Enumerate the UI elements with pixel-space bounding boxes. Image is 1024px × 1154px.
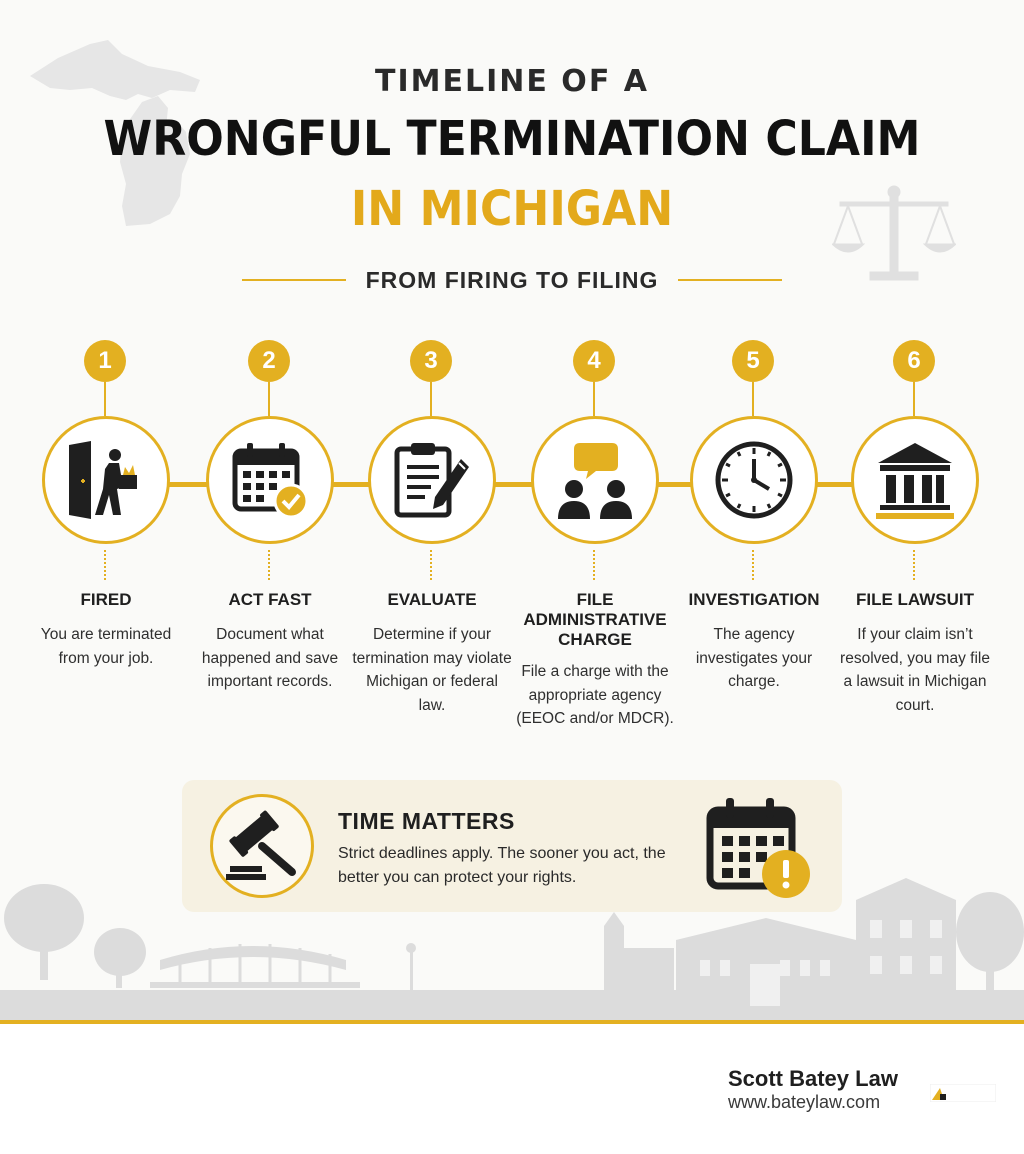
footer	[0, 1028, 1024, 1154]
connector-dots	[913, 550, 915, 580]
connector	[268, 382, 270, 416]
step-title: EVALUATE	[387, 590, 477, 609]
divider-left	[242, 279, 346, 281]
step-1	[26, 340, 186, 760]
step-description: You are terminated from your job.	[40, 626, 172, 667]
step-4	[515, 340, 675, 760]
step-description: Document what happened and save important records.	[201, 626, 339, 690]
step-6	[835, 340, 995, 760]
connector	[913, 382, 915, 416]
step-description: The agency investigates your charge.	[695, 626, 813, 690]
step-title: INVESTIGATION	[688, 590, 820, 609]
calendar-check-icon	[229, 439, 311, 521]
step-icon-circle	[690, 416, 818, 544]
step-icon-circle	[531, 416, 659, 544]
courthouse-icon	[874, 439, 956, 521]
subtitle-row	[0, 262, 1024, 298]
connector	[104, 382, 106, 416]
door-exit-icon	[65, 439, 147, 521]
step-title: FILE ADMINISTRATIVE CHARGE	[523, 590, 667, 649]
step-number: 3	[410, 340, 452, 382]
connector-dots	[430, 550, 432, 580]
step-number: 5	[732, 340, 774, 382]
brand-logo-icon	[930, 1084, 996, 1102]
step-number: 2	[248, 340, 290, 382]
connector-dots	[268, 550, 270, 580]
step-title: FILE LAWSUIT	[855, 590, 975, 609]
title-line-3: IN MICHIGAN	[350, 181, 674, 237]
step-title: FIRED	[80, 590, 132, 609]
connector	[593, 382, 595, 416]
step-icon-circle	[851, 416, 979, 544]
campus-skyline-illustration	[0, 860, 1024, 1024]
connector-dots	[104, 550, 106, 580]
divider-right	[678, 279, 782, 281]
people-chat-icon	[554, 439, 636, 521]
step-icon-circle	[42, 416, 170, 544]
step-number: 1	[84, 340, 126, 382]
connector	[430, 382, 432, 416]
notice-title: TIME MATTERS	[338, 808, 515, 834]
step-number: 4	[573, 340, 615, 382]
connector-dots	[593, 550, 595, 580]
clock-icon	[713, 439, 795, 521]
subtitle: FROM FIRING TO FILING	[365, 266, 659, 293]
connector-dots	[752, 550, 754, 580]
connector	[752, 382, 754, 416]
brand-name: Scott Batey Law	[728, 1066, 898, 1091]
title-line-1: TIMELINE OF A	[375, 64, 649, 99]
clipboard-pen-icon	[391, 439, 473, 521]
step-description: If your claim isn’t resolved, you may file a lawsuit in Michigan court.	[840, 626, 990, 714]
step-icon-circle	[206, 416, 334, 544]
notice-text: Strict deadlines apply. The sooner you act, the better you can protect your rights.	[338, 845, 666, 886]
step-2	[190, 340, 350, 760]
brand-url[interactable]: www.bateylaw.com	[728, 1092, 881, 1112]
header	[0, 62, 1024, 242]
step-icon-circle	[368, 416, 496, 544]
step-3	[352, 340, 512, 760]
step-title: ACT FAST	[228, 590, 312, 609]
step-description: File a charge with the appropriate agency (EEOC and/or MDCR).	[516, 663, 674, 727]
step-description: Determine if your termination may violate Michigan or federal law.	[352, 626, 512, 714]
step-number: 6	[893, 340, 935, 382]
step-5	[674, 340, 834, 760]
title-line-2: WRONGFUL TERMINATION CLAIM	[103, 111, 921, 167]
